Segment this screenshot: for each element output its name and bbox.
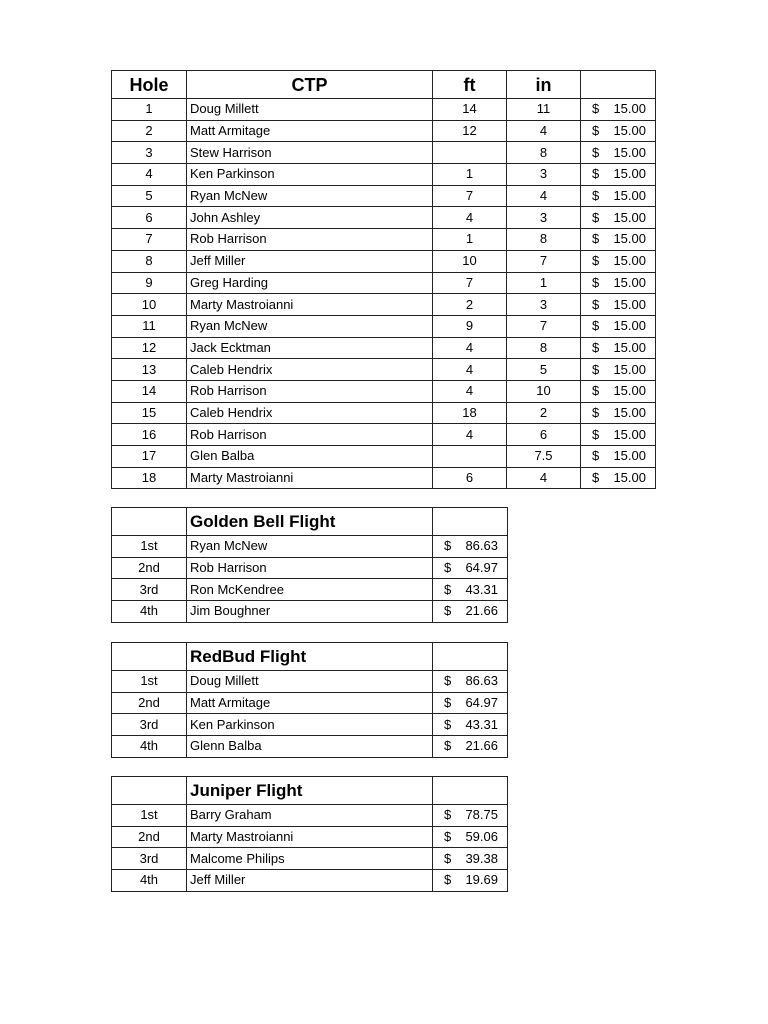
hole-number: 4 xyxy=(112,164,187,186)
flight-header-row xyxy=(112,777,508,805)
table-row xyxy=(112,185,656,207)
amount-value xyxy=(436,827,504,847)
player-name: Rob Harrison xyxy=(187,557,433,579)
table-row xyxy=(112,736,508,758)
hole-number: 5 xyxy=(112,185,187,207)
amount-number: 43.31 xyxy=(465,716,498,732)
place: 3rd xyxy=(112,579,187,601)
amount-cell xyxy=(581,359,656,381)
amount-header xyxy=(581,71,656,99)
table-row xyxy=(112,424,656,446)
distance-in: 4 xyxy=(507,120,581,142)
amount-cell xyxy=(581,185,656,207)
amount-header xyxy=(433,643,508,671)
amount-value xyxy=(436,715,504,735)
place: 2nd xyxy=(112,557,187,579)
player-name: Glen Balba xyxy=(187,446,433,468)
amount-value xyxy=(584,99,652,119)
amount-number: 78.75 xyxy=(465,807,498,823)
player-name: Marty Mastroianni xyxy=(187,467,433,489)
distance-ft: 4 xyxy=(433,207,507,229)
amount-value xyxy=(436,601,504,621)
distance-ft: 4 xyxy=(433,337,507,359)
player-name: Doug Millett xyxy=(187,671,433,693)
flight-header-row xyxy=(112,508,508,536)
amount-header xyxy=(433,777,508,805)
hole-number: 12 xyxy=(112,337,187,359)
table-row xyxy=(112,337,656,359)
player-name: Ron McKendree xyxy=(187,579,433,601)
amount-number: 15.00 xyxy=(613,101,646,117)
hole-number: 13 xyxy=(112,359,187,381)
amount-cell xyxy=(581,142,656,164)
place: 3rd xyxy=(112,848,187,870)
currency-symbol: $ xyxy=(592,470,600,486)
amount-cell xyxy=(433,536,508,558)
amount-cell xyxy=(581,207,656,229)
ctp-header-row xyxy=(112,71,656,99)
amount-number: 15.00 xyxy=(613,231,646,247)
player-name: John Ashley xyxy=(187,207,433,229)
distance-in: 8 xyxy=(507,229,581,251)
currency-symbol: $ xyxy=(592,318,600,334)
currency-symbol: $ xyxy=(444,581,452,597)
amount-value xyxy=(436,671,504,691)
table-row xyxy=(112,579,508,601)
amount-number: 15.00 xyxy=(613,188,646,204)
flight-table-body xyxy=(112,777,508,892)
table-row xyxy=(112,805,508,827)
amount-number: 15.00 xyxy=(613,361,646,377)
place: 1st xyxy=(112,536,187,558)
player-name: Jim Boughner xyxy=(187,601,433,623)
hole-number: 3 xyxy=(112,142,187,164)
amount-value xyxy=(584,381,652,401)
table-row xyxy=(112,164,656,186)
juniper-flight-table xyxy=(111,776,508,892)
distance-in: 3 xyxy=(507,294,581,316)
player-name: Malcome Philips xyxy=(187,848,433,870)
amount-value xyxy=(584,360,652,380)
distance-in: 3 xyxy=(507,164,581,186)
amount-cell xyxy=(581,120,656,142)
currency-symbol: $ xyxy=(444,673,452,689)
table-row xyxy=(112,671,508,693)
currency-symbol: $ xyxy=(444,850,452,866)
hole-number: 1 xyxy=(112,99,187,121)
hole-header: Hole xyxy=(112,71,187,99)
amount-cell xyxy=(581,446,656,468)
player-name: Rob Harrison xyxy=(187,380,433,402)
table-row xyxy=(112,142,656,164)
amount-number: 86.63 xyxy=(465,538,498,554)
amount-cell xyxy=(581,424,656,446)
amount-number: 19.69 xyxy=(465,872,498,888)
player-name: Caleb Hendrix xyxy=(187,402,433,424)
player-name: Barry Graham xyxy=(187,805,433,827)
table-row xyxy=(112,315,656,337)
amount-number: 39.38 xyxy=(465,850,498,866)
amount-number: 15.00 xyxy=(613,123,646,139)
flight-title: RedBud Flight xyxy=(187,643,433,671)
table-row xyxy=(112,692,508,714)
amount-number: 43.31 xyxy=(465,581,498,597)
amount-cell xyxy=(433,579,508,601)
currency-symbol: $ xyxy=(444,829,452,845)
amount-number: 15.00 xyxy=(613,253,646,269)
amount-value xyxy=(436,736,504,756)
distance-in: 2 xyxy=(507,402,581,424)
distance-in: 5 xyxy=(507,359,581,381)
hole-number: 10 xyxy=(112,294,187,316)
amount-cell xyxy=(581,294,656,316)
amount-value xyxy=(436,558,504,578)
player-name: Matt Armitage xyxy=(187,120,433,142)
amount-cell xyxy=(581,272,656,294)
distance-ft: 1 xyxy=(433,164,507,186)
amount-value xyxy=(584,295,652,315)
distance-in: 7 xyxy=(507,315,581,337)
distance-in: 7.5 xyxy=(507,446,581,468)
amount-number: 64.97 xyxy=(465,560,498,576)
amount-value xyxy=(436,870,504,890)
hole-number: 14 xyxy=(112,380,187,402)
place-header xyxy=(112,508,187,536)
amount-number: 15.00 xyxy=(613,383,646,399)
player-name: Ryan McNew xyxy=(187,536,433,558)
amount-number: 15.00 xyxy=(613,318,646,334)
currency-symbol: $ xyxy=(592,448,600,464)
flight-table-body xyxy=(112,643,508,758)
amount-value xyxy=(436,849,504,869)
table-row xyxy=(112,250,656,272)
ctp-table xyxy=(111,70,656,489)
amount-value xyxy=(584,316,652,336)
player-name: Ken Parkinson xyxy=(187,714,433,736)
in-header: in xyxy=(507,71,581,99)
currency-symbol: $ xyxy=(444,603,452,619)
amount-value xyxy=(584,186,652,206)
amount-header xyxy=(433,508,508,536)
table-row xyxy=(112,446,656,468)
amount-number: 15.00 xyxy=(613,166,646,182)
currency-symbol: $ xyxy=(592,383,600,399)
amount-value xyxy=(584,273,652,293)
amount-number: 15.00 xyxy=(613,144,646,160)
amount-cell xyxy=(433,736,508,758)
place: 2nd xyxy=(112,826,187,848)
player-name: Rob Harrison xyxy=(187,229,433,251)
amount-value xyxy=(584,143,652,163)
distance-ft: 14 xyxy=(433,99,507,121)
amount-cell xyxy=(581,315,656,337)
distance-ft: 4 xyxy=(433,359,507,381)
amount-cell xyxy=(433,826,508,848)
distance-ft: 10 xyxy=(433,250,507,272)
hole-number: 15 xyxy=(112,402,187,424)
amount-cell xyxy=(433,714,508,736)
player-name: Doug Millett xyxy=(187,99,433,121)
amount-number: 15.00 xyxy=(613,209,646,225)
currency-symbol: $ xyxy=(444,807,452,823)
player-name: Stew Harrison xyxy=(187,142,433,164)
player-name: Greg Harding xyxy=(187,272,433,294)
distance-ft: 6 xyxy=(433,467,507,489)
distance-ft: 9 xyxy=(433,315,507,337)
distance-in: 10 xyxy=(507,380,581,402)
place-header xyxy=(112,643,187,671)
table-row xyxy=(112,99,656,121)
amount-number: 15.00 xyxy=(613,404,646,420)
distance-in: 11 xyxy=(507,99,581,121)
amount-number: 15.00 xyxy=(613,426,646,442)
ctp-header: CTP xyxy=(187,71,433,99)
currency-symbol: $ xyxy=(444,560,452,576)
distance-ft: 4 xyxy=(433,380,507,402)
currency-symbol: $ xyxy=(444,695,452,711)
amount-value xyxy=(584,251,652,271)
place: 1st xyxy=(112,805,187,827)
distance-ft: 12 xyxy=(433,120,507,142)
player-name: Jack Ecktman xyxy=(187,337,433,359)
place: 2nd xyxy=(112,692,187,714)
hole-number: 9 xyxy=(112,272,187,294)
player-name: Matt Armitage xyxy=(187,692,433,714)
amount-cell xyxy=(433,692,508,714)
distance-in: 1 xyxy=(507,272,581,294)
amount-cell xyxy=(433,805,508,827)
amount-cell xyxy=(433,601,508,623)
table-row xyxy=(112,120,656,142)
currency-symbol: $ xyxy=(592,274,600,290)
amount-value xyxy=(584,121,652,141)
distance-ft: 18 xyxy=(433,402,507,424)
amount-value xyxy=(584,208,652,228)
amount-cell xyxy=(581,467,656,489)
table-row xyxy=(112,294,656,316)
hole-number: 16 xyxy=(112,424,187,446)
amount-cell xyxy=(581,99,656,121)
hole-number: 17 xyxy=(112,446,187,468)
flight-table-body xyxy=(112,508,508,623)
amount-cell xyxy=(581,164,656,186)
amount-value xyxy=(436,693,504,713)
amount-value xyxy=(584,403,652,423)
currency-symbol: $ xyxy=(592,339,600,355)
table-row xyxy=(112,826,508,848)
table-row xyxy=(112,557,508,579)
amount-value xyxy=(584,229,652,249)
amount-value xyxy=(584,164,652,184)
player-name: Marty Mastroianni xyxy=(187,826,433,848)
amount-number: 64.97 xyxy=(465,695,498,711)
ctp-table-body xyxy=(112,71,656,489)
amount-number: 86.63 xyxy=(465,673,498,689)
amount-number: 21.66 xyxy=(465,603,498,619)
place: 1st xyxy=(112,671,187,693)
flight-header-row xyxy=(112,643,508,671)
amount-number: 59.06 xyxy=(465,829,498,845)
place: 3rd xyxy=(112,714,187,736)
table-row xyxy=(112,714,508,736)
amount-cell xyxy=(433,671,508,693)
hole-number: 6 xyxy=(112,207,187,229)
table-row xyxy=(112,536,508,558)
redbud-flight-table xyxy=(111,642,508,758)
amount-cell xyxy=(433,557,508,579)
hole-number: 11 xyxy=(112,315,187,337)
player-name: Caleb Hendrix xyxy=(187,359,433,381)
currency-symbol: $ xyxy=(592,123,600,139)
table-row xyxy=(112,380,656,402)
currency-symbol: $ xyxy=(444,538,452,554)
flight-title: Golden Bell Flight xyxy=(187,508,433,536)
place-header xyxy=(112,777,187,805)
distance-in: 3 xyxy=(507,207,581,229)
table-row xyxy=(112,467,656,489)
table-row xyxy=(112,207,656,229)
amount-value xyxy=(436,536,504,556)
player-name: Ken Parkinson xyxy=(187,164,433,186)
distance-in: 4 xyxy=(507,467,581,489)
player-name: Marty Mastroianni xyxy=(187,294,433,316)
distance-ft: 4 xyxy=(433,424,507,446)
amount-cell xyxy=(433,870,508,892)
currency-symbol: $ xyxy=(592,253,600,269)
distance-ft: 2 xyxy=(433,294,507,316)
distance-ft: 1 xyxy=(433,229,507,251)
amount-cell xyxy=(581,250,656,272)
table-row xyxy=(112,848,508,870)
amount-number: 15.00 xyxy=(613,296,646,312)
hole-number: 2 xyxy=(112,120,187,142)
table-row xyxy=(112,601,508,623)
amount-number: 21.66 xyxy=(465,738,498,754)
player-name: Rob Harrison xyxy=(187,424,433,446)
hole-number: 18 xyxy=(112,467,187,489)
currency-symbol: $ xyxy=(592,144,600,160)
currency-symbol: $ xyxy=(444,738,452,754)
table-row xyxy=(112,870,508,892)
distance-in: 6 xyxy=(507,424,581,446)
player-name: Jeff Miller xyxy=(187,870,433,892)
hole-number: 7 xyxy=(112,229,187,251)
golden-bell-flight-table xyxy=(111,507,508,623)
amount-cell xyxy=(581,402,656,424)
currency-symbol: $ xyxy=(592,188,600,204)
distance-ft xyxy=(433,142,507,164)
distance-in: 4 xyxy=(507,185,581,207)
currency-symbol: $ xyxy=(592,209,600,225)
hole-number: 8 xyxy=(112,250,187,272)
amount-value xyxy=(584,425,652,445)
amount-value xyxy=(584,468,652,488)
amount-number: 15.00 xyxy=(613,339,646,355)
table-row xyxy=(112,229,656,251)
amount-cell xyxy=(581,229,656,251)
table-row xyxy=(112,272,656,294)
player-name: Ryan McNew xyxy=(187,315,433,337)
currency-symbol: $ xyxy=(592,166,600,182)
amount-cell xyxy=(581,380,656,402)
distance-in: 8 xyxy=(507,337,581,359)
currency-symbol: $ xyxy=(444,872,452,888)
currency-symbol: $ xyxy=(592,361,600,377)
amount-number: 15.00 xyxy=(613,470,646,486)
currency-symbol: $ xyxy=(592,231,600,247)
amount-value xyxy=(584,338,652,358)
amount-value xyxy=(584,446,652,466)
table-row xyxy=(112,359,656,381)
currency-symbol: $ xyxy=(592,404,600,420)
player-name: Jeff Miller xyxy=(187,250,433,272)
player-name: Glenn Balba xyxy=(187,736,433,758)
table-row xyxy=(112,402,656,424)
ft-header: ft xyxy=(433,71,507,99)
amount-cell xyxy=(581,337,656,359)
currency-symbol: $ xyxy=(592,426,600,442)
distance-in: 7 xyxy=(507,250,581,272)
distance-ft: 7 xyxy=(433,272,507,294)
flight-title: Juniper Flight xyxy=(187,777,433,805)
player-name: Ryan McNew xyxy=(187,185,433,207)
amount-value xyxy=(436,805,504,825)
distance-ft xyxy=(433,446,507,468)
place: 4th xyxy=(112,870,187,892)
currency-symbol: $ xyxy=(592,101,600,117)
amount-cell xyxy=(433,848,508,870)
amount-number: 15.00 xyxy=(613,274,646,290)
currency-symbol: $ xyxy=(592,296,600,312)
amount-value xyxy=(436,580,504,600)
amount-number: 15.00 xyxy=(613,448,646,464)
currency-symbol: $ xyxy=(444,716,452,732)
place: 4th xyxy=(112,601,187,623)
distance-ft: 7 xyxy=(433,185,507,207)
distance-in: 8 xyxy=(507,142,581,164)
place: 4th xyxy=(112,736,187,758)
